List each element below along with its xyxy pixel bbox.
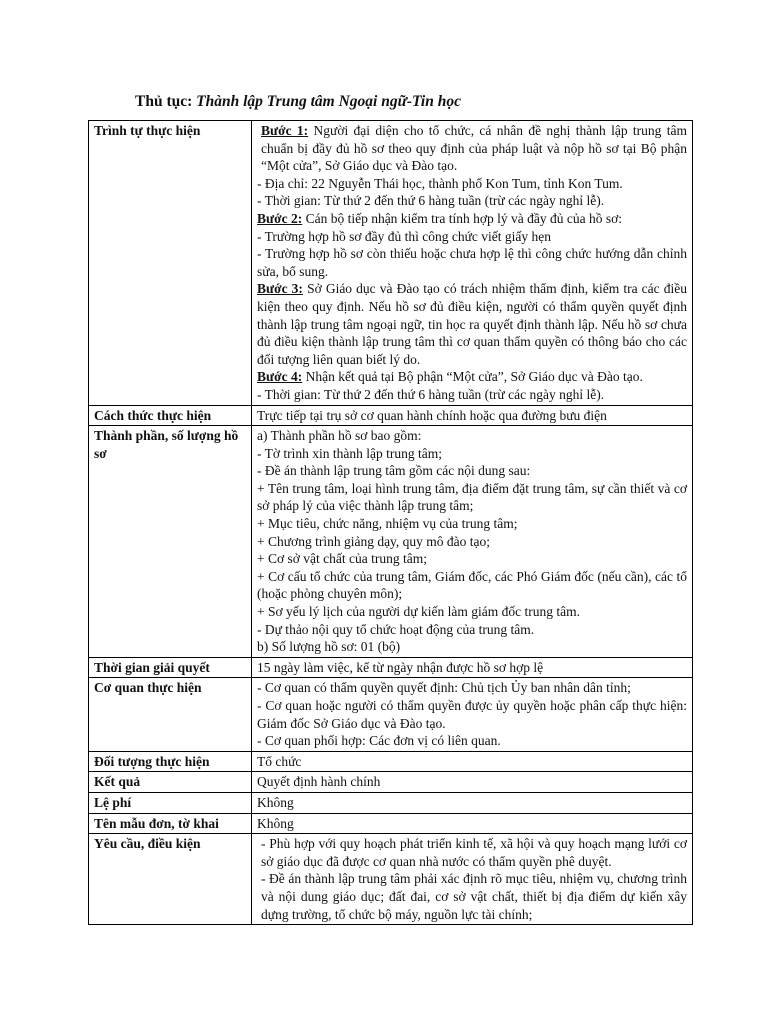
list-item: - Dự thảo nội quy tổ chức hoạt động của trung tâm. <box>257 621 535 637</box>
row-co-quan <box>89 678 693 751</box>
step-2 <box>257 210 687 228</box>
step-4-text: Nhận kết quả tại Bộ phận “Một cửa”, Sở Giáo dục và Đào tạo. <box>305 369 643 385</box>
list-item: + Tên trung tâm, loại hình trung tâm, địa điểm đặt trung tâm, sự cần thiết và cơ sở pháp lý của việc thành lập trung tâm; <box>257 480 687 514</box>
content-co-quan <box>252 678 693 751</box>
list-item: + Sơ yếu lý lịch của người dự kiến làm giám đốc trung tâm. <box>257 604 580 620</box>
row-cach-thuc <box>89 405 693 426</box>
step-2-text: Cán bộ tiếp nhận kiểm tra tính hợp lý và đầy đủ của hồ sơ: <box>305 210 623 226</box>
step-3-text: Sở Giáo dục và Đào tạo có trách nhiệm thẩm định, kiểm tra các điều kiện theo quy định. Nếu hồ sơ đủ điều kiện, người có thẩm quyền quyết định thành lập trung tâm ngoại ngữ, tin học ra quyết định thành lập. Nếu hồ sơ chưa đủ điều kiện thành lập trung tâm thì cơ quan thẩm quyền có thông báo cho các đối tượng liên quan biết lý do. <box>257 281 687 367</box>
time-line-2: - Thời gian: Từ thứ 2 đến thứ 6 hàng tuần (trừ các ngày nghỉ lễ). <box>257 386 605 402</box>
list-item: - Cơ quan có thẩm quyền quyết định: Chủ tịch Ủy ban nhân dân tỉnh; <box>257 680 631 696</box>
step-2-case-b: - Trường hợp hồ sơ còn thiếu hoặc chưa hợp lệ thì công chức hướng dẫn chỉnh sửa, bổ sung. <box>257 246 687 279</box>
row-thanh-phan <box>89 426 693 658</box>
row-doi-tuong <box>89 751 693 772</box>
address-line: - Địa chỉ: 22 Nguyễn Thái học, thành phố Kon Tum, tỉnh Kon Tum. <box>257 175 623 191</box>
step-2-case-a: - Trường hợp hồ sơ đầy đủ thì công chức viết giấy hẹn <box>257 228 552 244</box>
step-1 <box>257 122 687 175</box>
list-item: - Cơ quan phối hợp: Các đơn vị có liên quan. <box>257 733 501 749</box>
label-ket-qua: Kết quả <box>89 772 252 793</box>
content-cach-thuc: Trực tiếp tại trụ sở cơ quan hành chính hoặc qua đường bưu điện <box>252 405 693 426</box>
step-1-text: Người đại diện cho tổ chức, cá nhân đề nghị thành lập trung tâm chuẩn bị đầy đủ hồ sơ theo quy định của pháp luật và nộp hồ sơ tại Bộ phận “Một cửa”, Sở Giáo dục và Đào tạo. <box>261 123 687 174</box>
row-mau-don <box>89 813 693 834</box>
step-3-label: Bước 3: <box>257 281 303 297</box>
row-yeu-cau <box>89 834 693 925</box>
step-3 <box>257 280 687 368</box>
row-ket-qua <box>89 772 693 793</box>
label-co-quan: Cơ quan thực hiện <box>89 678 252 751</box>
label-le-phi: Lệ phí <box>89 792 252 813</box>
label-doi-tuong: Đối tượng thực hiện <box>89 751 252 772</box>
content-le-phi: Không <box>252 792 693 813</box>
row-thoi-gian <box>89 657 693 678</box>
label-mau-don: Tên mẫu đơn, tờ khai <box>89 813 252 834</box>
list-item: + Cơ cấu tổ chức của trung tâm, Giám đốc, các Phó Giám đốc (nếu cần), các tổ (hoặc phòng chuyên môn); <box>257 568 687 602</box>
row-trinh-tu <box>89 121 693 406</box>
label-thanh-phan: Thành phần, số lượng hồ sơ <box>89 426 252 658</box>
content-yeu-cau <box>252 834 693 925</box>
row-le-phi <box>89 792 693 813</box>
content-mau-don: Không <box>252 813 693 834</box>
content-doi-tuong: Tổ chức <box>252 751 693 772</box>
step-4-label: Bước 4: <box>257 369 303 385</box>
list-item: - Tờ trình xin thành lập trung tâm; <box>257 445 442 461</box>
label-yeu-cau: Yêu cầu, điều kiện <box>89 834 252 925</box>
label-thoi-gian: Thời gian giải quyết <box>89 657 252 678</box>
title-prefix: Thủ tục: <box>135 93 193 110</box>
label-trinh-tu: Trình tự thực hiện <box>89 121 252 406</box>
list-item: a) Thành phần hồ sơ bao gồm: <box>257 428 422 444</box>
document-title <box>135 93 461 111</box>
list-item: - Đề án thành lập trung tâm phải xác định rõ mục tiêu, nhiệm vụ, chương trình và nội dung giáo dục; đất đai, cơ sở vật chất, thiết bị địa điểm dự kiến xây dựng trường, tổ chức bộ máy, nguồn lực tài chính; <box>261 871 687 922</box>
procedure-table <box>88 120 693 925</box>
list-item: + Chương trình giảng dạy, quy mô đào tạo; <box>257 533 491 549</box>
list-item: - Cơ quan hoặc người có thẩm quyền được ủy quyền hoặc phân cấp thực hiện: Giám đốc Sở Giáo dục và Đào tạo. <box>257 698 687 731</box>
content-ket-qua: Quyết định hành chính <box>252 772 693 793</box>
content-thanh-phan <box>252 426 693 658</box>
list-item: - Phù hợp với quy hoạch phát triển kinh tế, xã hội và quy hoạch mạng lưới cơ sở giáo dục đã được cơ quan nhà nước có thẩm quyền phê duyệt. <box>261 836 687 869</box>
step-4 <box>257 368 687 386</box>
list-item: + Cơ sở vật chất của trung tâm; <box>257 551 427 567</box>
time-line-1: - Thời gian: Từ thứ 2 đến thứ 6 hàng tuần (trừ các ngày nghỉ lễ). <box>257 193 605 209</box>
list-item: + Mục tiêu, chức năng, nhiệm vụ của trung tâm; <box>257 516 518 532</box>
procedure-name: Thành lập Trung tâm Ngoại ngữ-Tin học <box>196 93 461 110</box>
step-2-label: Bước 2: <box>257 210 303 226</box>
step-1-label: Bước 1: <box>261 123 309 138</box>
content-trinh-tu <box>252 121 693 406</box>
content-thoi-gian: 15 ngày làm việc, kể từ ngày nhận được hồ sơ hợp lệ <box>252 657 693 678</box>
label-cach-thuc: Cách thức thực hiện <box>89 405 252 426</box>
list-item: - Đề án thành lập trung tâm gồm các nội dung sau: <box>257 463 531 479</box>
list-item: b) Số lượng hồ sơ: 01 (bộ) <box>257 639 401 655</box>
